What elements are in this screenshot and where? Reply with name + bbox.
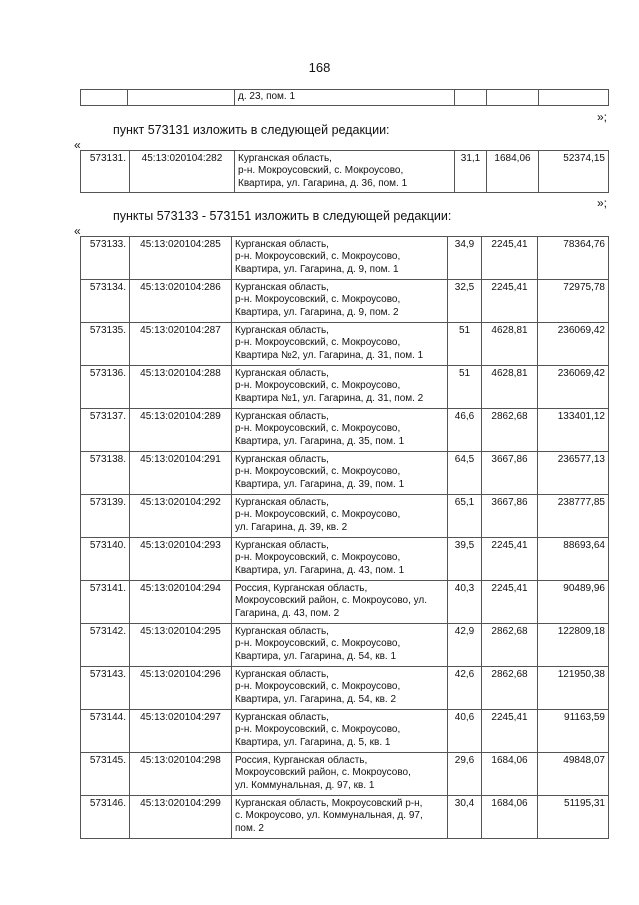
cell-sum: 78364,76 — [538, 237, 609, 280]
address-line: Квартира, ул. Гагарина, д. 36, пом. 1 — [238, 177, 408, 189]
cell-rate: 2245,41 — [482, 280, 538, 323]
address-line: Мокроусовский район, с. Мокроусово, ул. — [235, 595, 428, 607]
address-line: Квартира, ул. Гагарина, д. 9, пом. 2 — [235, 306, 399, 318]
cell-address — [232, 667, 448, 710]
cell-rate: 3667,86 — [482, 452, 538, 495]
cell-cadastral-number: 45:13:020104:293 — [130, 538, 232, 581]
cell-number: 573134. — [81, 280, 130, 323]
address-line: ул. Коммунальная, д. 97, кв. 1 — [235, 779, 375, 791]
address-line: Квартира, ул. Гагарина, д. 39, пом. 1 — [235, 478, 405, 490]
cell-sum: 238777,85 — [538, 495, 609, 538]
cell-rate: 2862,68 — [482, 667, 538, 710]
address-line: р-н. Мокроусовский, с. Мокроусово, — [235, 638, 401, 650]
cell-area: 64,5 — [448, 452, 482, 495]
closing-quote: »; — [597, 110, 608, 124]
address-line: Курганская область, — [235, 411, 329, 422]
cell-number — [81, 90, 128, 106]
address-line: Гагарина, д. 43, пом. 2 — [235, 607, 340, 619]
cell-area: 42,9 — [448, 624, 482, 667]
cell-address — [232, 409, 448, 452]
address-line: р-н. Мокроусовский, с. Мокроусово, — [235, 509, 401, 521]
cell-area: 32,5 — [448, 280, 482, 323]
address-line: Курганская область, — [235, 368, 329, 379]
cell-address — [232, 710, 448, 753]
table-row — [81, 323, 609, 366]
table-row — [81, 753, 609, 796]
cell-number: 573142. — [81, 624, 130, 667]
cell-address — [232, 237, 448, 280]
cell-rate: 2245,41 — [482, 538, 538, 581]
cell-area: 40,6 — [448, 710, 482, 753]
cell-number: 573136. — [81, 366, 130, 409]
address-line: пом. 2 — [235, 822, 264, 834]
table-fragment-top — [80, 89, 609, 106]
cell-rate: 3667,86 — [482, 495, 538, 538]
table-row — [81, 366, 609, 409]
address-line: Квартира, ул. Гагарина, д. 43, пом. 1 — [235, 564, 405, 576]
cell-area: 39,5 — [448, 538, 482, 581]
address-line: р-н. Мокроусовский, с. Мокроусово, — [235, 724, 401, 736]
cell-number: 573143. — [81, 667, 130, 710]
cell-cadastral-number: 45:13:020104:297 — [130, 710, 232, 753]
cell-address — [232, 366, 448, 409]
table-row — [81, 452, 609, 495]
address-line: с. Мокроусово, ул. Коммунальная, д. 97, — [235, 810, 423, 822]
cell-sum: 133401,12 — [538, 409, 609, 452]
cell-cadastral-number: 45:13:020104:295 — [130, 624, 232, 667]
address-line: р-н. Мокроусовский, с. Мокроусово, — [235, 380, 401, 392]
cell-rate: 2862,68 — [482, 409, 538, 452]
cell-number: 573133. — [81, 237, 130, 280]
cell-number: 573145. — [81, 753, 130, 796]
cell-cadastral-number: 45:13:020104:289 — [130, 409, 232, 452]
cell-number: 573131. — [81, 151, 130, 193]
cell-rate — [487, 90, 539, 106]
cell-sum: 121950,38 — [538, 667, 609, 710]
cell-sum: 122809,18 — [538, 624, 609, 667]
cell-sum: 236069,42 — [538, 366, 609, 409]
address-line: Курганская область, — [235, 325, 329, 336]
cell-area: 51 — [448, 323, 482, 366]
address-line: Квартира №2, ул. Гагарина, д. 31, пом. 1 — [235, 349, 424, 361]
cell-rate: 4628,81 — [482, 323, 538, 366]
address-line: р-н. Мокроусовский, с. Мокроусово, — [235, 294, 401, 306]
cell-address — [232, 323, 448, 366]
address-line: Мокроусовский район, с. Мокроусово, — [235, 767, 411, 779]
table-row — [81, 710, 609, 753]
cell-sum: 49848,07 — [538, 753, 609, 796]
cell-area: 42,6 — [448, 667, 482, 710]
address-line: Квартира, ул. Гагарина, д. 54, кв. 2 — [235, 693, 397, 705]
table-single-row — [80, 150, 609, 193]
address-line: Квартира, ул. Гагарина, д. 5, кв. 1 — [235, 736, 391, 748]
table-row — [81, 495, 609, 538]
cell-rate: 2862,68 — [482, 624, 538, 667]
opening-quote: « — [74, 224, 81, 238]
address-line: Курганская область, — [238, 153, 332, 164]
instruction-paragraph: пункт 573131 изложить в следующей редакции: — [113, 123, 390, 137]
address-line: р-н. Мокроусовский, с. Мокроусово, — [238, 165, 404, 177]
instruction-paragraph: пункты 573133 - 573151 изложить в следующей редакции: — [113, 209, 452, 223]
address-line: Курганская область, — [235, 239, 329, 250]
table-row — [81, 538, 609, 581]
address-line: Курганская область, — [235, 626, 329, 637]
cell-rate: 2245,41 — [482, 710, 538, 753]
cell-address — [232, 796, 448, 839]
address-line: р-н. Мокроусовский, с. Мокроусово, — [235, 423, 401, 435]
table-row — [81, 796, 609, 839]
cell-address — [232, 624, 448, 667]
cell-number: 573139. — [81, 495, 130, 538]
cell-cadastral-number: 45:13:020104:291 — [130, 452, 232, 495]
address-line: Россия, Курганская область, — [235, 583, 368, 594]
address-line: Курганская область, — [235, 540, 329, 551]
cell-area: 34,9 — [448, 237, 482, 280]
cell-rate: 2245,41 — [482, 581, 538, 624]
address-line: Курганская область, — [235, 669, 329, 680]
cell-sum: 52374,15 — [539, 151, 609, 193]
cell-address — [232, 280, 448, 323]
table-row — [81, 237, 609, 280]
table-row — [81, 667, 609, 710]
cell-cadastral-number: 45:13:020104:294 — [130, 581, 232, 624]
address-line: р-н. Мокроусовский, с. Мокроусово, — [235, 337, 401, 349]
cell-area — [455, 90, 487, 106]
table-row — [81, 581, 609, 624]
cell-address — [232, 495, 448, 538]
address-line: р-н. Мокроусовский, с. Мокроусово, — [235, 681, 401, 693]
cell-cadastral-number: 45:13:020104:286 — [130, 280, 232, 323]
address-line: Курганская область, — [235, 497, 329, 508]
cell-area: 65,1 — [448, 495, 482, 538]
address-line: Квартира №1, ул. Гагарина, д. 31, пом. 2 — [235, 392, 424, 404]
cell-rate: 1684,06 — [482, 753, 538, 796]
cell-area: 51 — [448, 366, 482, 409]
address-line: Квартира, ул. Гагарина, д. 54, кв. 1 — [235, 650, 397, 662]
address-line: Квартира, ул. Гагарина, д. 9, пом. 1 — [235, 263, 399, 275]
cell-cadastral-number: 45:13:020104:282 — [130, 151, 235, 193]
address-line: ул. Гагарина, д. 39, кв. 2 — [235, 521, 348, 533]
address-line: Курганская область, — [235, 282, 329, 293]
cell-cadastral-number: 45:13:020104:298 — [130, 753, 232, 796]
address-line: Россия, Курганская область, — [235, 755, 368, 766]
cell-sum: 51195,31 — [538, 796, 609, 839]
cell-cadastral-number — [128, 90, 235, 106]
closing-quote: »; — [597, 196, 608, 210]
cell-address — [235, 151, 455, 193]
cell-area: 31,1 — [455, 151, 487, 193]
cell-cadastral-number: 45:13:020104:288 — [130, 366, 232, 409]
cell-number: 573141. — [81, 581, 130, 624]
cell-sum: 91163,59 — [538, 710, 609, 753]
cell-cadastral-number: 45:13:020104:299 — [130, 796, 232, 839]
page-number: 168 — [308, 60, 331, 75]
table-row — [81, 151, 609, 193]
table-row — [81, 280, 609, 323]
cell-address — [232, 581, 448, 624]
address-line: р-н. Мокроусовский, с. Мокроусово, — [235, 251, 401, 263]
address-line: Курганская область, Мокроусовский р-н, — [235, 798, 423, 809]
address-line: р-н. Мокроусовский, с. Мокроусово, — [235, 466, 401, 478]
cell-address — [232, 753, 448, 796]
cell-cadastral-number: 45:13:020104:287 — [130, 323, 232, 366]
cell-address — [232, 452, 448, 495]
cell-address — [232, 538, 448, 581]
cell-number: 573138. — [81, 452, 130, 495]
table-row — [81, 409, 609, 452]
cell-cadastral-number: 45:13:020104:285 — [130, 237, 232, 280]
cell-rate: 4628,81 — [482, 366, 538, 409]
cell-sum: 236069,42 — [538, 323, 609, 366]
cell-sum: 236577,13 — [538, 452, 609, 495]
cell-area: 30,4 — [448, 796, 482, 839]
cell-area: 40,3 — [448, 581, 482, 624]
opening-quote: « — [74, 138, 81, 152]
cell-cadastral-number: 45:13:020104:296 — [130, 667, 232, 710]
address-line: Курганская область, — [235, 712, 329, 723]
cell-rate: 2245,41 — [482, 237, 538, 280]
table-row — [81, 624, 609, 667]
cell-cadastral-number: 45:13:020104:292 — [130, 495, 232, 538]
cell-sum — [539, 90, 609, 106]
cadastral-value-table — [80, 236, 609, 839]
cell-sum: 90489,96 — [538, 581, 609, 624]
cell-number: 573140. — [81, 538, 130, 581]
cell-address: д. 23, пом. 1 — [235, 90, 455, 106]
cell-sum: 72975,78 — [538, 280, 609, 323]
cell-number: 573135. — [81, 323, 130, 366]
cell-sum: 88693,64 — [538, 538, 609, 581]
cell-number: 573146. — [81, 796, 130, 839]
cell-number: 573137. — [81, 409, 130, 452]
table-row — [81, 90, 609, 106]
cell-area: 46,6 — [448, 409, 482, 452]
address-line: Квартира, ул. Гагарина, д. 35, пом. 1 — [235, 435, 405, 447]
address-line: р-н. Мокроусовский, с. Мокроусово, — [235, 552, 401, 564]
address-line: Курганская область, — [235, 454, 329, 465]
cell-rate: 1684,06 — [487, 151, 539, 193]
cell-area: 29,6 — [448, 753, 482, 796]
cell-number: 573144. — [81, 710, 130, 753]
cell-rate: 1684,06 — [482, 796, 538, 839]
